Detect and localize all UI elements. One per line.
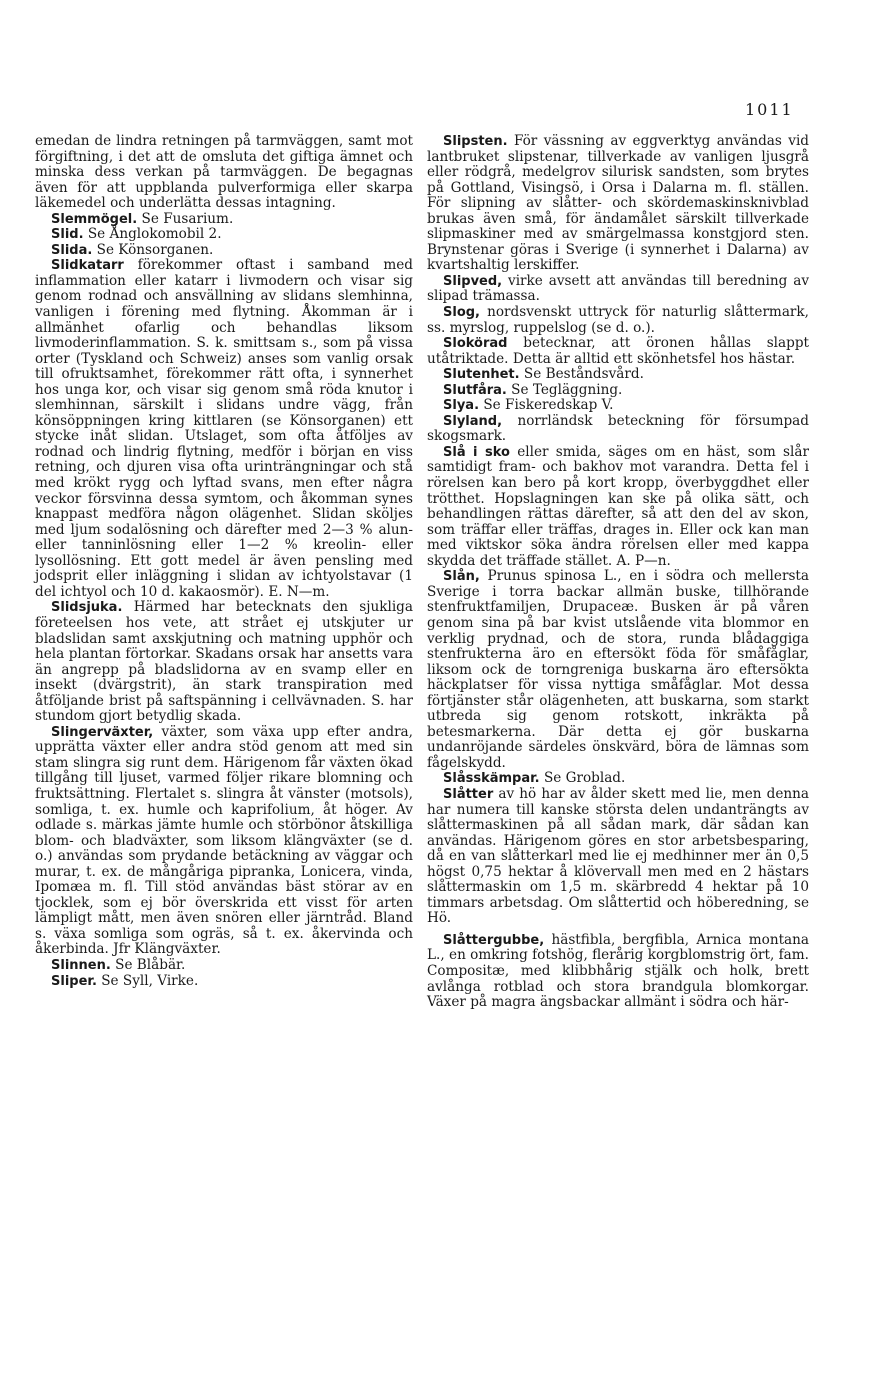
entry-slidsjuka: Slidsjuka. Härmed har betecknats den sjukliga företeelsen hos vete, att strået ej utskjuter ur bladslidan samt axskjutning och matning upphör och hela plantan förtorkar. Skadans orsak har ansetts vara än angrepp på bladslidorna av en svamp eller en insekt (dvärgstrit), än stark transpiration med åtföljande brist på saftspänning i cellvävnaden. S. har stundom gjort betydlig skada.	[35, 599, 413, 725]
entry-slemmogel: Slemmögel. Se Fusarium.	[51, 210, 234, 227]
entry-slida: Slida. Se Könsorganen.	[51, 241, 214, 258]
entry-slokorad: Slokörad betecknar, att öronen hållas slappt utåtriktade. Detta är alltid ett skönhetsfel hos hästar.	[427, 335, 809, 367]
entry-slid: Slid. Se Ånglokomobil 2.	[51, 226, 222, 243]
entry-slidkatarr: Slidkatarr förekommer oftast i samband med inflammation eller katarr i livmodern och visar sig genom rodnad och ansvällning av slidans slemhinna, vanligen i förening med flytning. Åkomman är i allmänhet ofarlig och behandlas liksom livmoderinflammation. S. k. smittsam s., som på vissa orter (Tyskland och Schweiz) anses som vanlig orsak till ofruktsamhet, förekommer rätt ofta, i synnerhet hos unga kor, och visar sig genom små röda knutor i slemhinnan, särskilt i slidans undre vägg, från könsöppningen kring kittlaren (se Könsorganen) ett stycke inåt slidan. Utslaget, som ofta åtföljes av rodnad och lindrig flytning, medför i början en viss retning, och djuren visa ofta urinträngningar och stå med krökt rygg och lyftad svans, men efter några veckor försvinna dessa symtom, och åkomman synes knappast medföra någon olägenhet. Slidan sköljes med ljum sodalösning och därefter med 2—3 % alun- eller tanninlösning eller 1—2 % kreolin- eller lysollösning. Ett gott medel är även pensling med jodsprit eller inläggning i slidan av ichtyolstavar (1 del ichtyol och 10 d. kakaosmör). E. N—m.	[35, 257, 413, 600]
entry-slya: Slya. Se Fiskeredskap V.	[443, 397, 614, 414]
entry-sliper: Sliper. Se Syll, Virke.	[51, 972, 199, 989]
entry-slinnen: Slinnen. Se Blåbär.	[51, 956, 186, 973]
entry-slatter: Slåtter av hö har av ålder skett med lie, men denna har numera till kanske största delen undanträngts av slåttermaskinen på all sådan mark, där sådan kan användas. Härigenom göres en stor arbetsbesparing, då en van slåtterkarl med lie ej medhinner mer än 0,5 högst 0,75 hektar å klövervall men med en 2 hästars slåttermaskin om 1,5 m. skärbredd 4 hektar på 10 timmars arbetsdag. Om slåttertid och höberedning, se Hö.	[427, 785, 809, 927]
entry-slog: Slog, nordsvenskt uttryck för naturlig slåttermark, ss. myrslog, ruppelslog (se d. o.).	[427, 304, 809, 336]
entry-slipved: Slipved, virke avsett att användas till beredning av slipad trämassa.	[427, 272, 810, 305]
entry-slyland: Slyland, norrländsk beteckning för försumpad skogsmark.	[427, 412, 809, 445]
left-column	[35, 134, 413, 989]
entry-slingervaxter: Slingerväxter, växter, som växa upp efter andra, upprätta växter eller andra stöd genom att med sin stam slingra sig runt dem. Härigenom får växten ökad tillgång till ljuset, varmed följer rikare blomning och fruktsättning. Flertalet s. slingra åt vänster (motsols), somliga, t. ex. humle och kaprifolium, åt höger. Av odlade s. märkas jämte humle och störbönor åtskilliga blom- och bladväxter, som liksom klängväxter (se d. o.) användas som prydande betäckning av väggar och murar, t. ex. de mångåriga pipranka, Lonicera, vinda, Ipomæa m. fl. Till stöd användas bäst störar av en tjocklek, som ej bör överskrida ett visst för arten lämpligt mått, men även snören eller järntråd. Bland s. växa somliga som ogräs, så t. ex. åkervinda och åkerbinda. Jfr Klängväxter.	[35, 723, 413, 958]
entry-slipsten: Slipsten. För vässning av eggverktyg användas vid lantbruket slipstenar, tillverkade av vanligen ljusgrå eller rödgrå, medelgrov silurisk sandsten, som brytes på Gottland, Visingsö, i Orsa i Dalarna m. fl. ställen. För slipning av slåtter- och skördemaskinsknivblad brukas även små, för ändamålet särskilt tillverkade slipmaskiner med av smärgelmassa konstgjord sten. Brynstenar göras i Sverige (i synnerhet i Dalarna) av kvartshaltig lerskiffer.	[427, 133, 809, 274]
entry-slattergubbe: Slåttergubbe, hästfibla, bergfibla, Arnica montana L., en omkring fotshög, flerårig korgblomstrig ört, fam. Compositæ, med klibbhårig stjälk och holk, brett avlånga rotblad och stora brandgula blomkorgar. Växer på magra ängsbackar allmänt i södra och här-	[427, 931, 809, 1011]
entry-slutenhet: Slutenhet. Se Beståndsvård.	[443, 366, 644, 383]
right-column	[427, 134, 809, 1011]
entry-continuation: emedan de lindra retningen på tarmväggen, samt mot förgiftning, i det att de omsluta det giftiga ämnet och minska dess verkan på tarmväggen. De begagnas även för att uppblanda pulverformiga eller skarpa läkemedel och underlätta dessas intagning.	[35, 133, 413, 212]
entry-slan: Slån, Prunus spinosa L., en i södra och mellersta Sverige i torra backar allmän buske, tillhörande stenfruktfamiljen, Drupaceæ. Busken är på våren genom sina på bar kvist utslående vita blommor en verklig prydnad, och de stora, runda blådaggiga stenfrukterna äro en eftersökt föda för småfåglar, liksom ock de torngreniga buskarna äro eftersökta häckplatser för vissa nyttiga småfåglar. Mot dessa förtjänster står olägenheten, att buskarna, som starkt utbreda sig genom rotskott, inkräkta på betesmarkerna. Där detta ej gör buskarna undanröjande särdeles önskvärd, böra de lämnas som fågelskydd.	[427, 568, 809, 771]
entry-slutfara: Slutfåra. Se Tegläggning.	[443, 381, 623, 398]
entry-sla-i-sko: Slå i sko eller smida, säges om en häst, som slår samtidigt fram- och bakhov mot varandra. Detta fel i rörelsen kan bero på kort kropp, överbyggdhet eller trötthet. Hopslagningen kan ske på olika sätt, och behandlingen rättas därefter, så att den del av skon, som träffar eller träffas, drages in. Eller ock kan man med viktskor söka ändra rörelsen eller med kappa skydda det träffade stället. A. P—n.	[427, 443, 809, 569]
entry-slasskampar: Slåsskämpar. Se Groblad.	[443, 770, 626, 787]
page-number: 1011	[745, 100, 794, 119]
